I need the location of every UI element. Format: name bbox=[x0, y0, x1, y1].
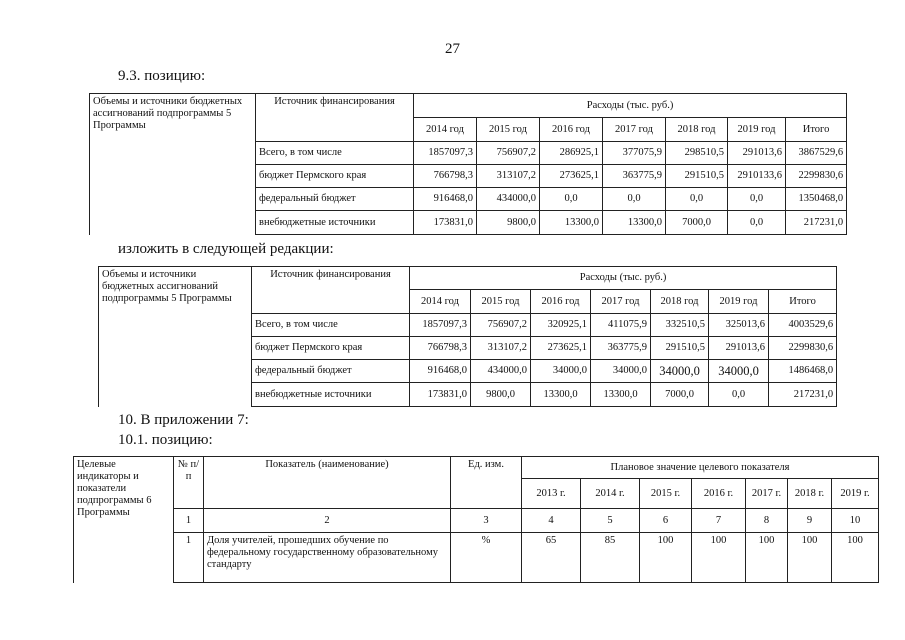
budget-table-new bbox=[98, 266, 837, 407]
t2-cell: 332510,5 bbox=[651, 314, 709, 337]
t3-year-header: 2017 г. bbox=[746, 479, 788, 509]
t3-cell: 100 bbox=[832, 533, 879, 583]
t2-cell: 1857097,3 bbox=[410, 314, 471, 337]
t1-cell: 13300,0 bbox=[540, 211, 603, 235]
t1-cell: 0,0 bbox=[603, 188, 666, 211]
t2-cell: 173831,0 bbox=[410, 383, 471, 407]
t3-cell: 100 bbox=[640, 533, 692, 583]
t2-cell: 325013,6 bbox=[709, 314, 769, 337]
t3-col-number: 9 bbox=[788, 509, 832, 533]
t1-cell: 286925,1 bbox=[540, 142, 603, 165]
t2-year-header: 2014 год bbox=[410, 290, 471, 314]
t1-cell: 0,0 bbox=[666, 188, 728, 211]
t1-row-name: внебюджетные источники bbox=[256, 211, 414, 235]
t2-cell: 756907,2 bbox=[471, 314, 531, 337]
t3-cell: 100 bbox=[788, 533, 832, 583]
t3-cell: 100 bbox=[746, 533, 788, 583]
t3-cell: 100 bbox=[692, 533, 746, 583]
t1-cell: 434000,0 bbox=[477, 188, 540, 211]
t3-year-header: 2013 г. bbox=[522, 479, 581, 509]
page-number: 27 bbox=[445, 41, 460, 57]
t2-cell: 291510,5 bbox=[651, 337, 709, 360]
t3-col-number: 1 bbox=[174, 509, 204, 533]
t2-cell: 0,0 bbox=[709, 383, 769, 407]
t3-label-cell: Целевые индикаторы и показатели подпрограммы 6 Программы bbox=[74, 457, 174, 583]
t1-cell: 2910133,6 bbox=[728, 165, 786, 188]
t2-cell: 2299830,6 bbox=[769, 337, 837, 360]
t1-source-header: Источник финансирования bbox=[256, 94, 414, 142]
t3-cell: 65 bbox=[522, 533, 581, 583]
t1-cell: 9800,0 bbox=[477, 211, 540, 235]
t1-cell: 13300,0 bbox=[603, 211, 666, 235]
t2-row-name: федеральный бюджет bbox=[252, 360, 410, 383]
t1-row-name: Всего, в том числе bbox=[256, 142, 414, 165]
t1-label-cell: Объемы и источники бюджетных ассигнований подпрограммы 5 Программы bbox=[90, 94, 256, 235]
t3-unit-header: Ед. изм. bbox=[451, 457, 522, 509]
t3-col-number: 7 bbox=[692, 509, 746, 533]
t1-year-header: 2018 год bbox=[666, 118, 728, 142]
t2-cell: 9800,0 bbox=[471, 383, 531, 407]
t1-year-header: Итого bbox=[786, 118, 847, 142]
t3-year-header: 2019 г. bbox=[832, 479, 879, 509]
t3-col-number: 3 bbox=[451, 509, 522, 533]
t2-year-header: 2015 год bbox=[471, 290, 531, 314]
t3-year-header: 2016 г. bbox=[692, 479, 746, 509]
t1-cell: 756907,2 bbox=[477, 142, 540, 165]
t3-year-header: 2014 г. bbox=[581, 479, 640, 509]
t3-col-number: 2 bbox=[204, 509, 451, 533]
paragraph-10-1: 10.1. позицию: bbox=[118, 432, 213, 448]
t2-year-header: 2017 год bbox=[591, 290, 651, 314]
table-row bbox=[74, 533, 879, 583]
t2-cell: 13300,0 bbox=[531, 383, 591, 407]
t2-cell: 273625,1 bbox=[531, 337, 591, 360]
paragraph-new-edition: изложить в следующей редакции: bbox=[118, 241, 334, 257]
t1-cell: 7000,0 bbox=[666, 211, 728, 235]
table-row bbox=[74, 509, 879, 533]
t1-cell: 291510,5 bbox=[666, 165, 728, 188]
t1-cell: 173831,0 bbox=[414, 211, 477, 235]
t2-cell: 766798,3 bbox=[410, 337, 471, 360]
t2-cell: 320925,1 bbox=[531, 314, 591, 337]
t1-cell: 0,0 bbox=[540, 188, 603, 211]
t1-row-name: бюджет Пермского края bbox=[256, 165, 414, 188]
t1-cell: 298510,5 bbox=[666, 142, 728, 165]
t2-row-name: Всего, в том числе bbox=[252, 314, 410, 337]
t1-cell: 217231,0 bbox=[786, 211, 847, 235]
t2-cell: 34000,0 bbox=[591, 360, 651, 383]
t2-cell: 411075,9 bbox=[591, 314, 651, 337]
t2-cell: 916468,0 bbox=[410, 360, 471, 383]
t2-row-name: бюджет Пермского края bbox=[252, 337, 410, 360]
t2-cell: 13300,0 bbox=[591, 383, 651, 407]
indicators-table bbox=[73, 456, 879, 583]
t1-cell: 273625,1 bbox=[540, 165, 603, 188]
t1-cell: 766798,3 bbox=[414, 165, 477, 188]
t1-expenses-header: Расходы (тыс. руб.) bbox=[414, 94, 847, 118]
t3-indicator-header: Показатель (наименование) bbox=[204, 457, 451, 509]
t3-num-header: № п/п bbox=[174, 457, 204, 509]
t2-year-header: 2018 год bbox=[651, 290, 709, 314]
t1-cell: 0,0 bbox=[728, 188, 786, 211]
t2-expenses-header: Расходы (тыс. руб.) bbox=[410, 267, 837, 290]
t2-cell: 1486468,0 bbox=[769, 360, 837, 383]
t3-col-number: 6 bbox=[640, 509, 692, 533]
t2-cell: 313107,2 bbox=[471, 337, 531, 360]
t2-cell: 4003529,6 bbox=[769, 314, 837, 337]
t1-cell: 2299830,6 bbox=[786, 165, 847, 188]
t2-cell: 291013,6 bbox=[709, 337, 769, 360]
t3-plan-header: Плановое значение целевого показателя bbox=[522, 457, 879, 479]
t3-row-name: Доля учителей, прошедших обучение по федеральному государственному образовательному стандарту bbox=[204, 533, 451, 583]
t2-cell: 7000,0 bbox=[651, 383, 709, 407]
t1-cell: 916468,0 bbox=[414, 188, 477, 211]
t2-year-header: 2016 год bbox=[531, 290, 591, 314]
t1-cell: 0,0 bbox=[728, 211, 786, 235]
t3-row-unit: % bbox=[451, 533, 522, 583]
t2-cell: 217231,0 bbox=[769, 383, 837, 407]
t3-col-number: 4 bbox=[522, 509, 581, 533]
t1-cell: 3867529,6 bbox=[786, 142, 847, 165]
t3-col-number: 10 bbox=[832, 509, 879, 533]
t1-cell: 1857097,3 bbox=[414, 142, 477, 165]
t2-year-header: 2019 год bbox=[709, 290, 769, 314]
t2-source-header: Источник финансирования bbox=[252, 267, 410, 314]
t2-cell: 34000,0 bbox=[651, 360, 709, 383]
t1-cell: 1350468,0 bbox=[786, 188, 847, 211]
t1-cell: 377075,9 bbox=[603, 142, 666, 165]
t1-row-name: федеральный бюджет bbox=[256, 188, 414, 211]
t1-year-header: 2019 год bbox=[728, 118, 786, 142]
t2-cell: 34000,0 bbox=[709, 360, 769, 383]
t2-cell: 34000,0 bbox=[531, 360, 591, 383]
t1-year-header: 2015 год bbox=[477, 118, 540, 142]
t1-cell: 291013,6 bbox=[728, 142, 786, 165]
t2-row-name: внебюджетные источники bbox=[252, 383, 410, 407]
t1-year-header: 2017 год bbox=[603, 118, 666, 142]
paragraph-9-3: 9.3. позицию: bbox=[118, 68, 206, 84]
t3-cell: 85 bbox=[581, 533, 640, 583]
paragraph-10: 10. В приложении 7: bbox=[118, 412, 249, 428]
t2-year-header: Итого bbox=[769, 290, 837, 314]
t3-row-num: 1 bbox=[174, 533, 204, 583]
t2-label-cell: Объемы и источники бюджетных ассигнований подпрограммы 5 Программы bbox=[99, 267, 252, 407]
t1-cell: 313107,2 bbox=[477, 165, 540, 188]
t2-cell: 363775,9 bbox=[591, 337, 651, 360]
t1-year-header: 2016 год bbox=[540, 118, 603, 142]
t2-cell: 434000,0 bbox=[471, 360, 531, 383]
t3-col-number: 8 bbox=[746, 509, 788, 533]
budget-table-old bbox=[89, 93, 847, 235]
t3-year-header: 2015 г. bbox=[640, 479, 692, 509]
t3-year-header: 2018 г. bbox=[788, 479, 832, 509]
t1-year-header: 2014 год bbox=[414, 118, 477, 142]
t3-col-number: 5 bbox=[581, 509, 640, 533]
t1-cell: 363775,9 bbox=[603, 165, 666, 188]
